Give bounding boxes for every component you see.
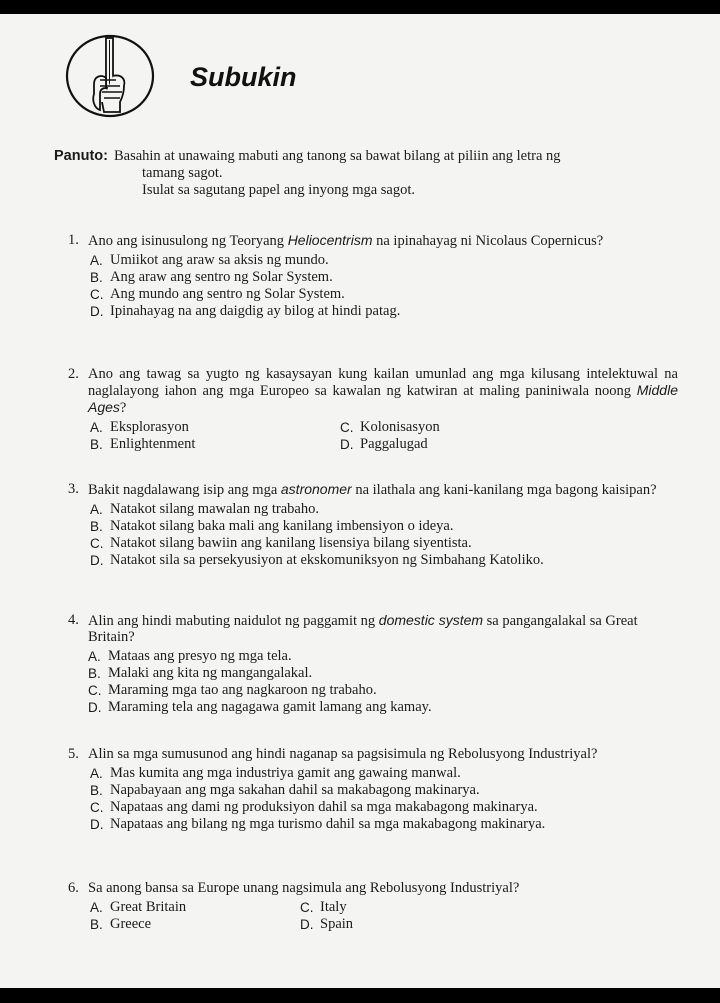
question-2 [68, 366, 678, 453]
choice-a: A. Umiikot ang araw sa aksis ng mundo. [90, 252, 329, 268]
choice-a: A. Mataas ang presyo ng mga tela. [88, 648, 292, 664]
choice-a: A. Great Britain [90, 899, 187, 915]
question-stem: Ano ang tawag sa yugto ng kasaysayan kung kailan umunlad ang mga kilusang intelektuwal na naglalayong iahon ang mga Europeo sa kawalan ng katwiran at maling paniniwala noong [88, 366, 678, 399]
question-4 [68, 612, 678, 716]
choice-b: B. Napabayaan ang mga sakahan dahil sa makabagong makinarya. [90, 782, 480, 798]
choice-d: D. Natakot sila sa persekyusiyon at ekskomuniksyon ng Simbahang Katoliko. [90, 552, 544, 568]
worksheet-page [0, 14, 720, 988]
question-6 [68, 880, 678, 933]
choice-c: C. Maraming mga tao ang nagkaroon ng trabaho. [88, 682, 377, 698]
choice-b: B. Malaki ang kita ng mangangalakal. [88, 665, 313, 681]
choice-c: C. Natakot silang bawiin ang kanilang lisensiya bilang siyentista. [90, 535, 472, 551]
choice-a: A. Mas kumita ang mga industriya gamit ang gawaing manwal. [90, 765, 461, 781]
choice-c: C. Italy [300, 899, 347, 915]
choice-d: D. Paggalugad [340, 436, 428, 452]
choice-d: D. Maraming tela ang nagagawa gamit lamang ang kamay. [88, 699, 432, 715]
question-stem-end: na ipinahayag ni Nicolaus Copernicus? [376, 233, 604, 249]
question-stem-end: na ilathala ang kani-kanilang mga bagong kaisipan? [355, 482, 657, 498]
choice-a: A. Natakot silang mawalan ng trabaho. [90, 501, 319, 517]
choice-c: C. Kolonisasyon [340, 419, 440, 435]
choice-b: B. Greece [90, 916, 152, 932]
question-5 [68, 746, 678, 833]
question-stem-end: ? [119, 400, 127, 416]
question-stem-italic: domestic system [378, 612, 484, 628]
question-stem-end: sa pangangalakal sa Great Britain? [88, 613, 638, 645]
choice-c: C. Napataas ang dami ng produksiyon dahil sa mga makabagong makinarya. [90, 799, 538, 815]
directions-line-2: tamang sagot. [142, 165, 223, 181]
question-number: 3. [68, 481, 79, 497]
top-black-border [0, 0, 720, 14]
choice-d: D. Spain [300, 916, 354, 932]
question-stem-italic: astronomer [280, 481, 352, 497]
question-stem: Bakit nagdalawang isip ang mga [88, 482, 278, 498]
hand-holding-pencil-icon [64, 28, 156, 120]
question-number: 6. [68, 880, 79, 896]
question-stem: Alin sa mga sumusunod ang hindi naganap sa pagsisimula ng Rebolusyong Industriyal? [88, 746, 598, 762]
directions-label: Panuto: [54, 148, 108, 164]
question-number: 2. [68, 366, 79, 382]
choice-b: B. Natakot silang baka mali ang kanilang imbensiyon o ideya. [90, 518, 454, 534]
question-number: 1. [68, 232, 79, 248]
directions [54, 148, 674, 199]
question-3 [68, 481, 678, 569]
page-title: Subukin [190, 62, 297, 92]
question-stem: Ano ang isinusulong ng Teoryang [88, 233, 285, 249]
choice-b: B. Ang araw ang sentro ng Solar System. [90, 269, 333, 285]
choice-d: D. Napataas ang bilang ng mga turismo dahil sa mga makabagong makinarya. [90, 816, 546, 832]
choice-a: A. Eksplorasyon [90, 419, 189, 435]
bottom-black-border [0, 988, 720, 1003]
question-stem-italic: Heliocentrism [287, 232, 373, 248]
question-stem: Sa anong bansa sa Europe unang nagsimula ang Rebolusyong Industriyal? [88, 880, 520, 896]
choice-d: D. Ipinahayag na ang daigdig ay bilog at hindi patag. [90, 303, 401, 319]
directions-line-1: Basahin at unawaing mabuti ang tanong sa bawat bilang at piliin ang letra ng [113, 148, 561, 164]
question-1 [68, 232, 678, 320]
choice-b: B. Enlightenment [90, 436, 196, 452]
choice-c: C. Ang mundo ang sentro ng Solar System. [90, 286, 345, 302]
question-stem-italic: Middle Ages [88, 382, 678, 415]
question-number: 5. [68, 746, 79, 762]
question-number: 4. [68, 612, 79, 628]
directions-line-3: Isulat sa sagutang papel ang inyong mga sagot. [142, 182, 416, 198]
question-stem: Alin ang hindi mabuting naidulot ng paggamit ng [88, 613, 376, 629]
